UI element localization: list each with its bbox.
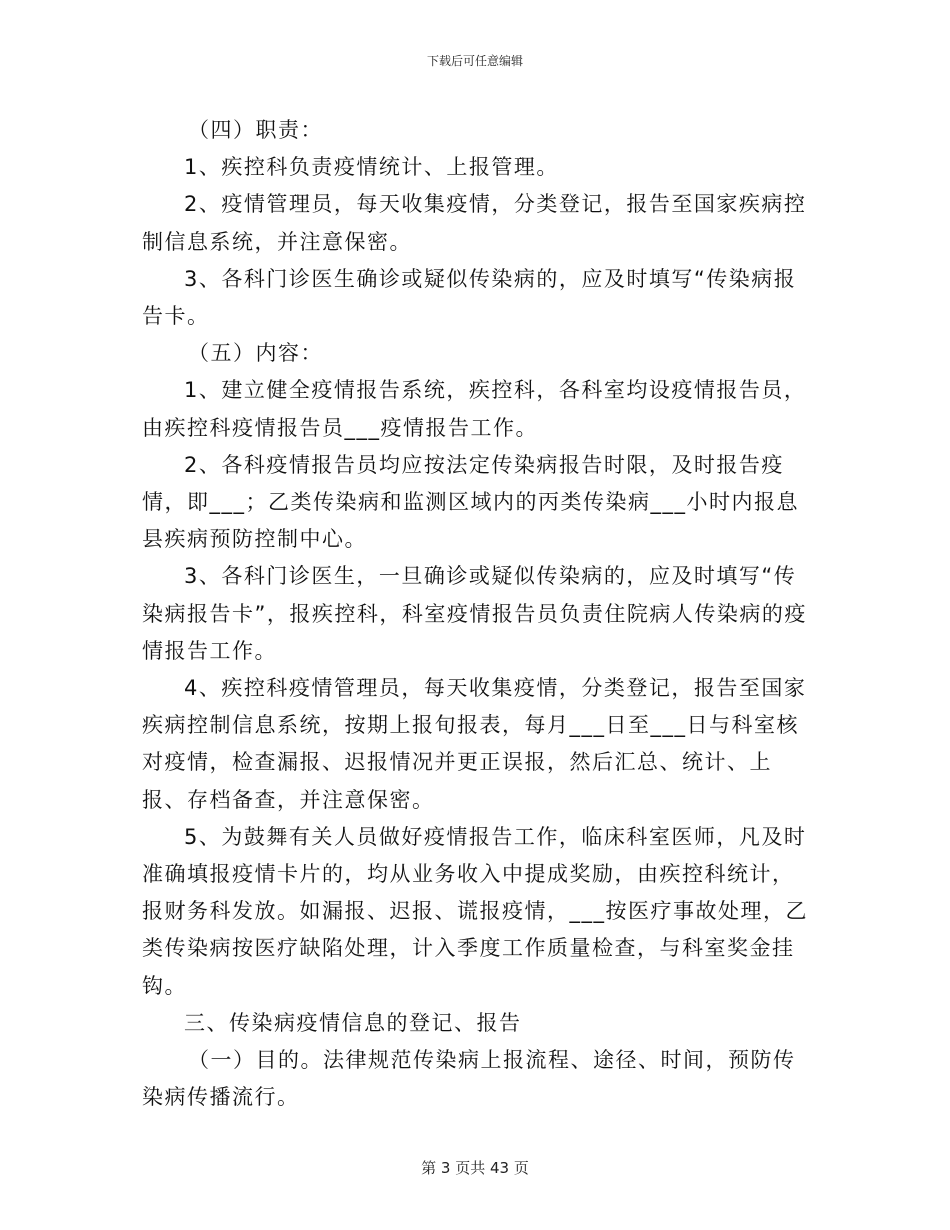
- paragraph: 1、疾控科负责疫情统计、上报管理。: [184, 155, 559, 180]
- page-header: 下载后可任意编辑: [426, 54, 523, 68]
- section-heading-duties: （四）职责：: [188, 118, 323, 142]
- document-body: [142, 112, 808, 1116]
- paragraph: 3、各科门诊医生确诊或疑似传染病的，应及时填写“传染病报告卡。: [142, 266, 797, 329]
- paragraph: （一）目的。法律规范传染病上报流程、途径、时间，预防传染病传播流行。: [142, 1048, 796, 1110]
- paragraph: 3、各科门诊医生，一旦确诊或疑似传染病的，应及时填写“传染病报告卡”，报疾控科，科室疫情报告员负责住院病人传染病的疫情报告工作。: [142, 564, 807, 663]
- page-number: 第 3 页共 43 页: [421, 1159, 529, 1177]
- paragraph: 2、各科疫情报告员均应按法定传染病报告时限，及时报告疫情，即___；乙类传染病和监测区域内的丙类传染病___小时内报息县疾病预防控制中心。: [142, 452, 799, 552]
- paragraph: 2、疫情管理员，每天收集疫情，分类登记，报告至国家疾病控制信息系统，并注意保密。: [142, 192, 807, 254]
- paragraph: 1、建立健全疫情报告系统，疾控科，各科室均设疫情报告员，由疾控科疫情报告员___疫情报告工作。: [142, 378, 807, 440]
- section-heading-content: （五）内容：: [188, 341, 323, 366]
- section-heading-registration: 三、传染病疫情信息的登记、报告: [184, 1010, 522, 1035]
- paragraph: 5、为鼓舞有关人员做好疫情报告工作，临床科室医师，凡及时准确填报疫情卡片的，均从业务收入中提成奖励，由疾控科统计，报财务科发放。如漏报、迟报、谎报疫情，___按医疗事故处理，乙类传染病按医疗缺陷处理，计入季度工作质量检查，与科室奖金挂钩。: [142, 824, 808, 998]
- paragraph: 4、疾控科疫情管理员，每天收集疫情，分类登记，报告至国家疾病控制信息系统，按期上报旬报表，每月___日至___日与科室核对疫情，检查漏报、迟报情况并更正误报，然后汇总、统计、上报、存档备查，并注意保密。: [142, 676, 807, 812]
